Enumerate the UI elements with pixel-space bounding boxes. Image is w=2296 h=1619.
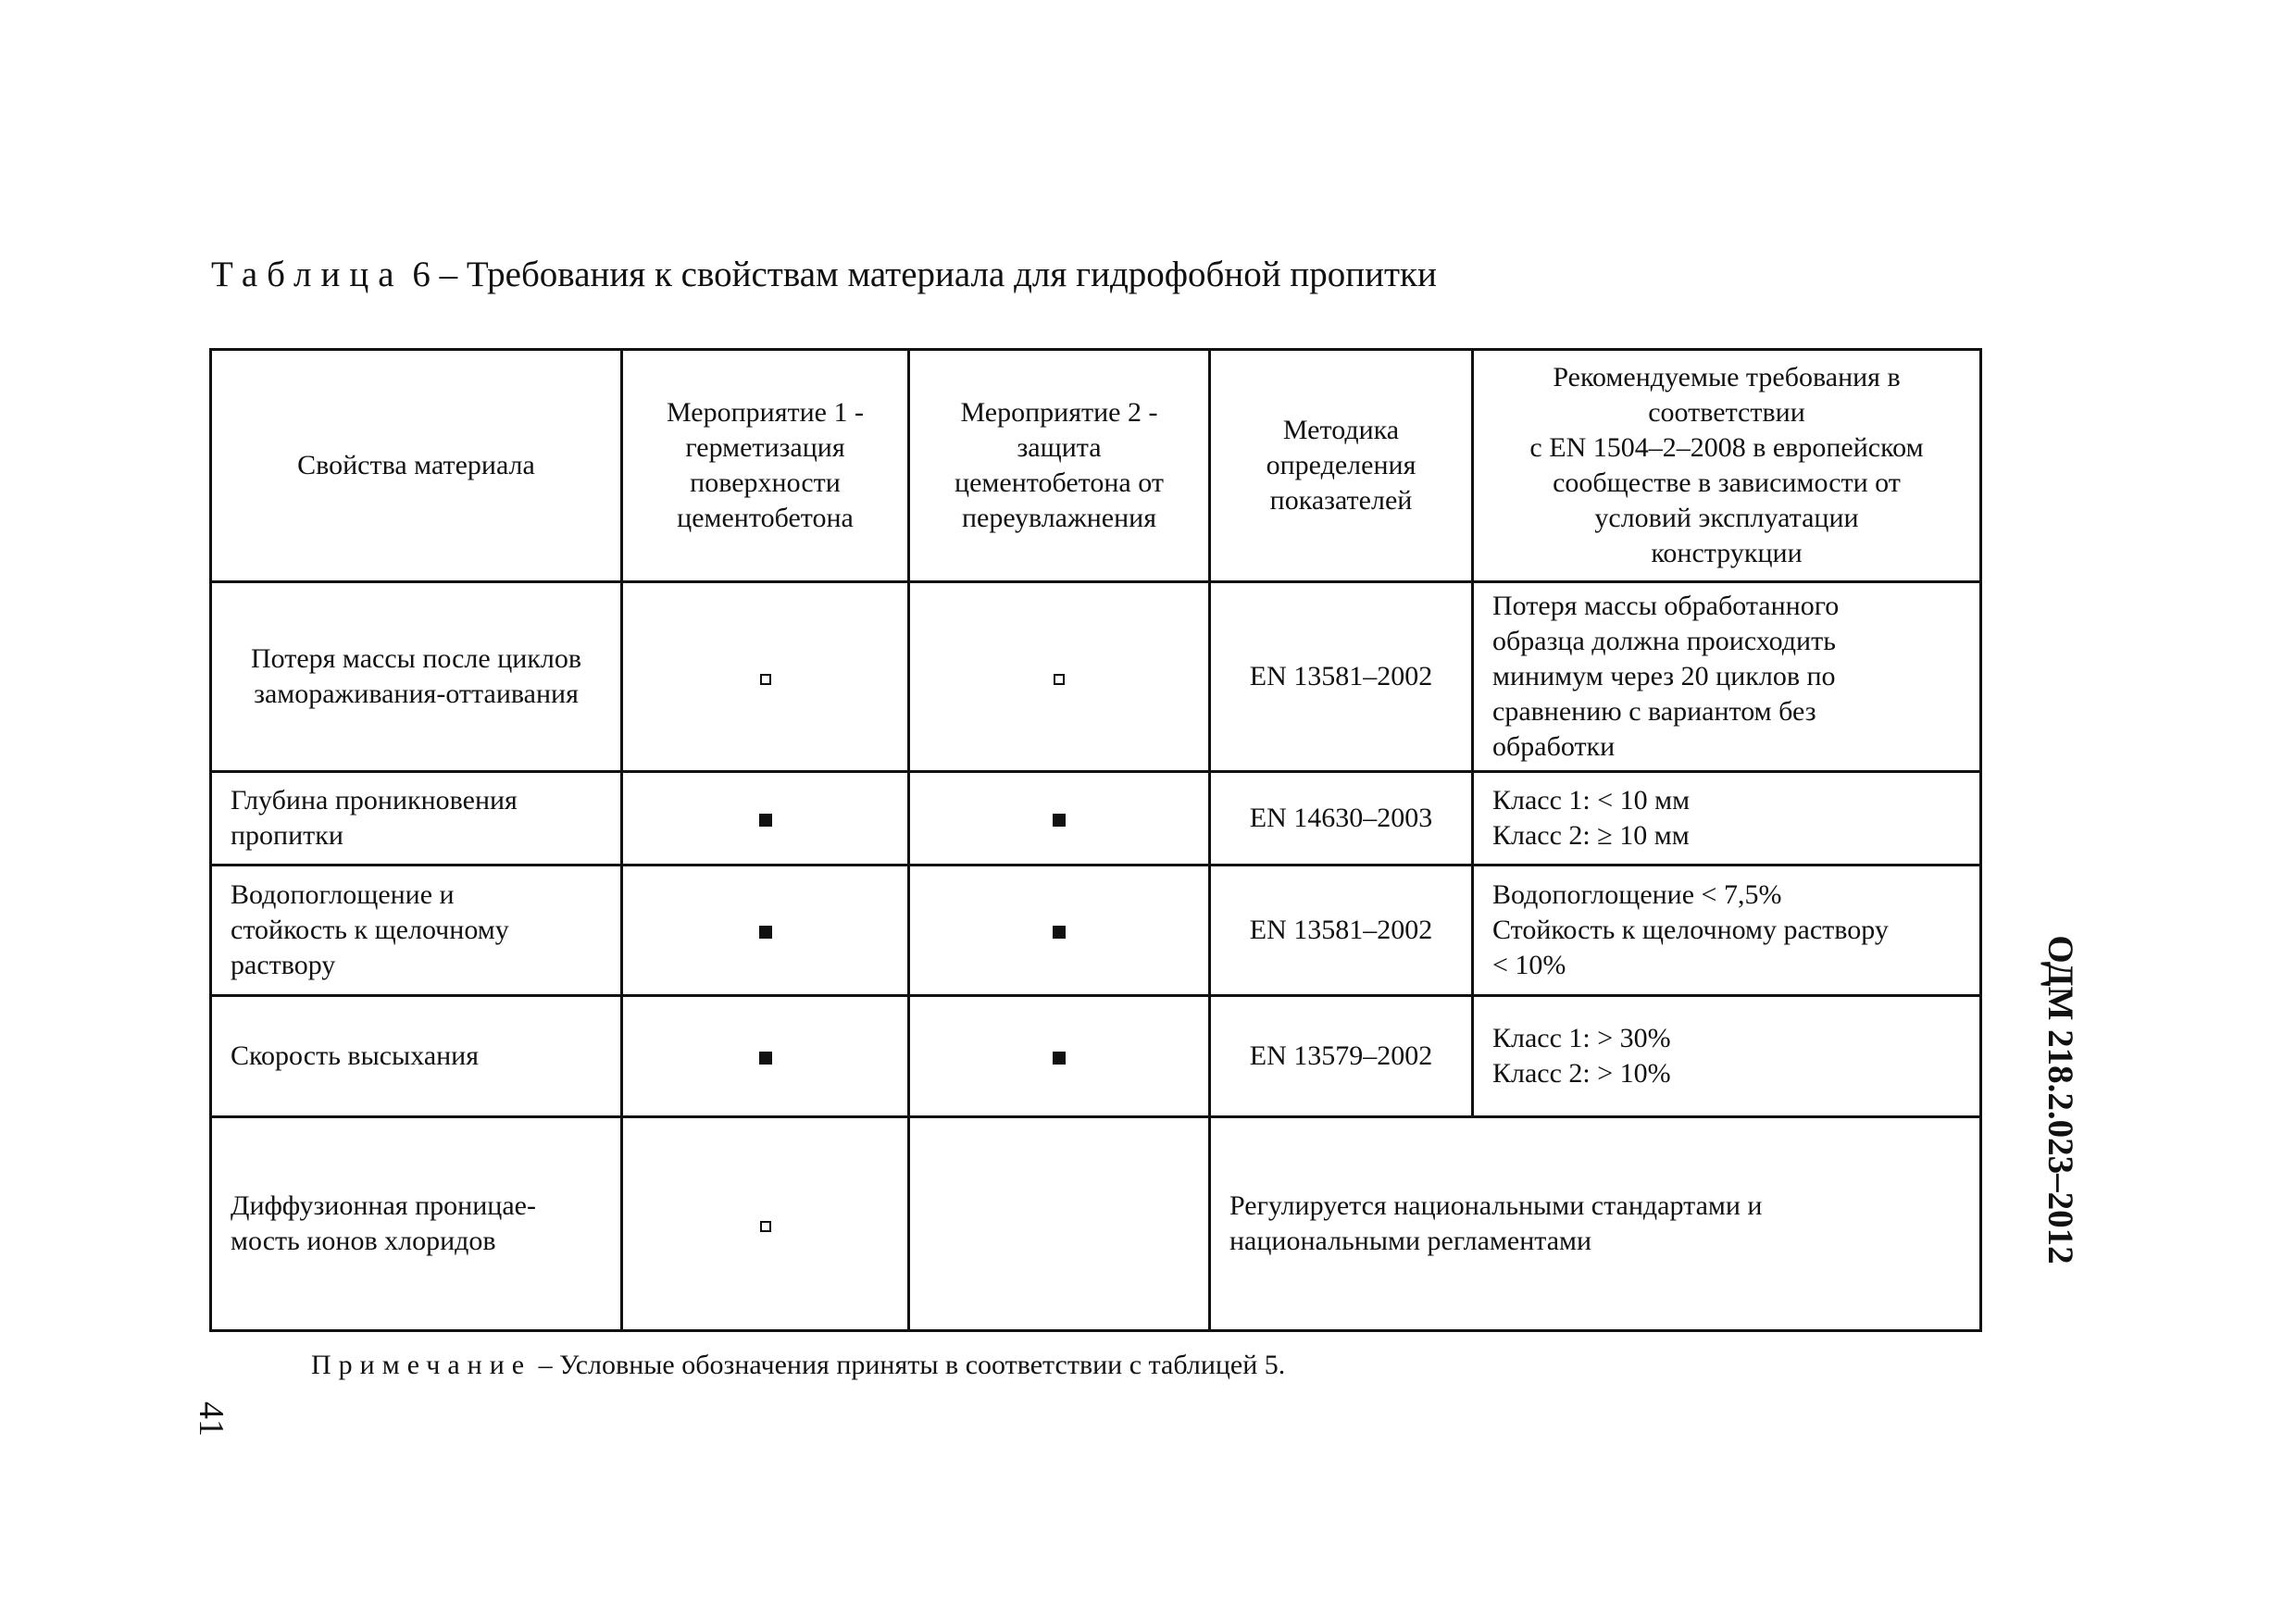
cell-text-line: Класс 2: ≥ 10 мм [1492,820,1690,851]
cell-text-line: герметизация [685,432,845,463]
cell-text-line: соответствии [1648,397,1805,428]
table-row [211,996,1981,1117]
table-row [211,772,1981,866]
cell-text-line: защита [1017,432,1102,463]
method-cell: EN 13579–2002 [1210,996,1473,1117]
table-row [211,1117,1981,1331]
header-property [211,350,622,582]
cell-text-line: Водопоглощение и [231,879,455,910]
property-cell [211,1117,622,1331]
cell-text-line: переувлажнения [962,503,1156,533]
cell-text-line: минимум через 20 циклов по [1492,661,1836,691]
cell-text-line: Свойства материала [297,450,535,480]
property-cell [211,996,622,1117]
method-cell: EN 13581–2002 [1210,866,1473,996]
requirement-cell [1473,996,1981,1117]
header-measure-2 [909,350,1210,582]
cell-text-line: условий эксплуатации [1594,503,1859,533]
method-cell: EN 13581–2002 [1210,582,1473,772]
cell-text-line: Методика [1282,415,1400,445]
note-text: – Условные обозначения приняты в соответствии с таблицей 5. [538,1350,1286,1380]
cell-text-line: Класс 1: < 10 мм [1492,785,1691,816]
hollow-square-icon [760,674,771,685]
requirements-table [209,348,1982,1332]
cell-text-line: определения [1266,450,1416,480]
cell-text-line: Стойкость к щелочному раствору [1492,915,1889,945]
filled-square-icon [1053,1052,1066,1065]
filled-square-icon [759,1052,772,1065]
page-number: 41 [192,1401,231,1437]
property-cell [211,772,622,866]
table-row [211,582,1981,772]
cell-text-line: стойкость к щелочному [231,915,509,945]
cell-text-line: Потеря массы после циклов [250,643,582,674]
hollow-square-icon [760,1221,771,1232]
property-cell [211,582,622,772]
measure-2-cell [909,996,1210,1117]
table-caption-label: Таблица [211,255,404,294]
measure-2-cell [909,866,1210,996]
cell-text-line: цементобетона [677,503,854,533]
cell-text-line: национальными регламентами [1229,1226,1592,1256]
header-method [1210,350,1473,582]
table-caption-text: 6 – Требования к свойствам материала для гидрофобной пропитки [412,255,1437,294]
cell-text-line: показателей [1269,485,1413,516]
measure-1-cell [622,1117,909,1331]
requirement-cell [1473,866,1981,996]
measure-1-cell [622,772,909,866]
table-header-row [211,350,1981,582]
cell-text-line: поверхности [690,467,841,498]
cell-text-line: Диффузионная проницае- [231,1190,536,1221]
cell-text-line: Водопоглощение < 7,5% [1492,879,1782,910]
hollow-square-icon [1054,674,1065,685]
cell-text-line: Класс 1: > 30% [1492,1023,1671,1053]
cell-text-line: замораживания-оттаивания [254,679,579,709]
cell-text-line: сравнению с вариантом без [1492,696,1816,727]
cell-text-line: Рекомендуемые требования в [1553,362,1901,392]
requirement-cell [1473,582,1981,772]
cell-text-line: Мероприятие 1 - [667,397,864,428]
measure-2-cell [909,582,1210,772]
cell-text-line: раствору [231,950,336,980]
cell-text-line: Потеря массы обработанного [1492,591,1840,621]
filled-square-icon [759,814,772,827]
measure-2-cell [909,1117,1210,1331]
cell-text-line: обработки [1492,731,1616,762]
filled-square-icon [1053,926,1066,939]
document-code: ОДМ 218.2.023–2012 [2040,935,2080,1264]
measure-2-cell [909,772,1210,866]
table-note [311,1347,1285,1384]
measure-1-cell [622,996,909,1117]
cell-text-line: мость ионов хлоридов [231,1226,496,1256]
measure-1-cell [622,582,909,772]
table-caption [211,252,1437,298]
note-label: Примечание [311,1350,532,1380]
merged-requirement-cell [1210,1117,1981,1331]
cell-text-line: образца должна происходить [1492,626,1836,656]
cell-text-line: < 10% [1492,950,1566,980]
cell-text-line: Регулируется национальными стандартами и [1229,1190,1763,1221]
method-cell: EN 14630–2003 [1210,772,1473,866]
cell-text-line: цементобетона от [955,467,1164,498]
measure-1-cell [622,866,909,996]
property-cell [211,866,622,996]
cell-text-line: Глубина проникновения [231,785,518,816]
cell-text-line: с EN 1504–2–2008 в европейском [1529,432,1924,463]
header-measure-1 [622,350,909,582]
cell-text-line: сообществе в зависимости от [1553,467,1901,498]
cell-text-line: конструкции [1651,538,1803,568]
filled-square-icon [1053,814,1066,827]
filled-square-icon [759,926,772,939]
cell-text-line: пропитки [231,820,343,851]
requirement-cell [1473,772,1981,866]
cell-text-line: Скорость высыхания [231,1040,480,1071]
cell-text-line: Класс 2: > 10% [1492,1058,1671,1089]
table-row [211,866,1981,996]
cell-text-line: Мероприятие 2 - [960,397,1158,428]
header-requirement [1473,350,1981,582]
